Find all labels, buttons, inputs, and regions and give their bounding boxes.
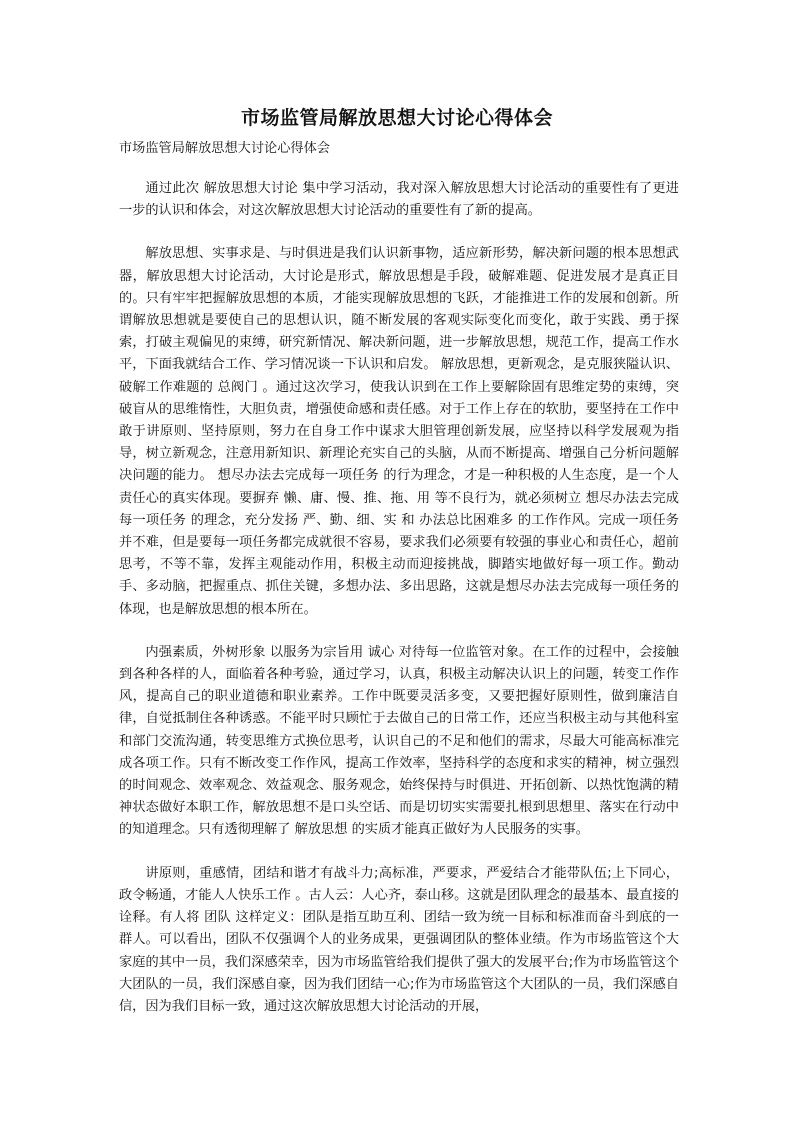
paragraph-intro: 通过此次 解放思想大讨论 集中学习活动，我对深入解放思想大讨论活动的重要性有了更进一步的认识和体会，对这次解放思想大讨论活动的重要性有了新的提高。 [119,181,679,219]
document-body [119,178,679,1039]
paragraph-teamwork: 讲原则，重感情，团结和谐才有战斗力;高标准，严要求，严爱结合才能带队伍;上下同心，政令畅通，才能人人快乐工作 。古人云：人心齐，泰山移。这就是团队理念的最基本、最直接的诠释。有人将 团队 这样定义：团队是指互助互利、团结一致为统一目标和标准而奋斗到底的一群人。可以看出，团队不仅强调个人的业务成果，更强调团队的整体业绩。作为市场监管这个大家庭的其中一员，我们深感荣幸，因为市场监管给我们提供了强大的发展平台;作为市场监管这个大团队的一员，我们深感自豪，因为我们团结一心;作为市场监管这个大团队的一员，我们深感自信，因为我们目标一致，通过这次解放思想大讨论活动的开展， [119,865,679,1014]
paragraph-emancipate-mind: 解放思想、实事求是、与时俱进是我们认识新事物，适应新形势，解决新问题的根本思想武器，解放思想大讨论活动，大讨论是形式，解放思想是手段，破解难题、促进发展才是真正目的。只有牢牢把握解放思想的本质，才能实现解放思想的飞跃，才能推进工作的发展和创新。所谓解放思想就是要使自己的思想认识，随不断发展的客观实际变化而变化，敢于实践、勇于探索，打破主观偏见的束缚，研究新情况、解决新问题，进一步解放思想，规范工作，提高工作水平，下面我就结合工作、学习情况谈一下认识和启发。 解放思想，更新观念，是克服狭隘认识、破解工作难题的 总阀门 。通过这次学习，使我认识到在工作上要解除固有思维定势的束缚，突破盲从的思维惰性，大胆负责，增强使命感和责任感。对于工作上存在的软肋，要坚持在工作中敢于讲原则、坚持原则，努力在自身工作中谋求大胆管理创新发展，应坚持以科学发展观为指导，树立新观念，注意用新知识、新理论充实自己的头脑，从而不断提高、增强自己分析问题解决问题的能力。 想尽办法去完成每一项任务 的行为理念，才是一种积极的人生态度，是一个人责任心的真实体现。要摒弃 懒、庸、慢、推、拖、用 等不良行为，就必须树立 想尽办法去完成每一项任务 的理念，充分发扬 严、勤、细、实 和 办法总比困难多 的工作作风。完成一项任务并不难，但是要每一项任务都完成就很不容易，要求我们必须要有较强的事业心和责任心，超前思考，不等不靠，发挥主观能动作用，积极主动而迎接挑战，脚踏实地做好每一项工作。勤动手、多动脑，把握重点、抓住关键，多想办法、多出思路，这就是想尽办法去完成每一项任务的体现，也是解放思想的根本所在。 [119,246,679,617]
document-title: 市场监管局解放思想大讨论心得体会 [240,107,553,129]
document-subtitle: 市场监管局解放思想大讨论心得体会 [119,141,330,156]
paragraph-inner-quality: 内强素质，外树形象 以服务为宗旨用 诚心 对待每一位监管对象。在工作的过程中，会接触到各种各样的人，面临着各种考验，通过学习，认真，积极主动解决认识上的问题，转变工作作风，提高自己的职业道德和职业素养。工作中既要灵活多变，又要把握好原则性，做到廉洁自律，自觉抵制住各种诱惑。不能平时只顾忙于去做自己的日常工作，还应当积极主动与其他科室和部门交流沟通，转变思维方式换位思考，认识自己的不足和他们的需求，尽最大可能高标准完成各项工作。只有不断改变工作作风，提高工作效率，坚持科学的态度和求实的精神，树立强烈的时间观念、效率观念、效益观念、服务观念，始终保持与时俱进、开拓创新、以热忱饱满的精神状态做好本职工作，解放思想不是口头空话、而是切切实实需要扎根到思想里、落实在行动中的知道理念。只有透彻理解了 解放思想 的实质才能真正做好为人民服务的实事。 [119,644,679,838]
